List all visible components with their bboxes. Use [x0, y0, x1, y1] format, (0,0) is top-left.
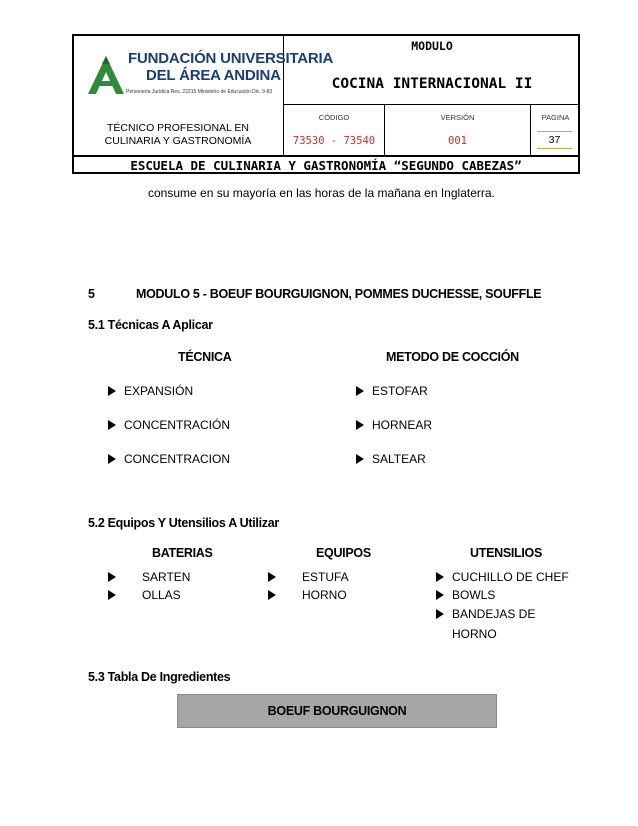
- school-name: ESCUELA DE CULINARIA Y GASTRONOMÍA “SEGUNDO CABEZAS”: [130, 158, 522, 173]
- subsection-5-1-title: 5.1 Técnicas A Aplicar: [88, 318, 213, 332]
- column-header-tecnica: TÉCNICA: [178, 350, 232, 364]
- codigo-label: CÓDIGO: [318, 113, 350, 122]
- column-header-baterias: BATERIAS: [152, 546, 213, 560]
- arrow-bullet-icon: [108, 420, 116, 430]
- ingredients-table-title: BOEUF BOURGUIGNON: [267, 704, 407, 718]
- arrow-bullet-icon: [268, 572, 276, 582]
- codigo-value: 73530 - 73540: [292, 135, 376, 147]
- arrow-bullet-icon: [436, 590, 444, 600]
- arrow-bullet-icon: [356, 454, 364, 464]
- column-header-equipos: EQUIPOS: [316, 546, 371, 560]
- arrow-bullet-icon: [356, 386, 364, 396]
- arrow-bullet-icon: [108, 454, 116, 464]
- arrow-bullet-icon: [108, 590, 116, 600]
- subsection-5-2-title: 5.2 Equipos Y Utensilios A Utilizar: [88, 516, 279, 530]
- institution-logo: [84, 48, 334, 110]
- logo-emblem-icon: [84, 52, 128, 96]
- course-title: COCINA INTERNACIONAL II: [331, 76, 533, 92]
- arrow-bullet-icon: [268, 590, 276, 600]
- logo-text-line2: DEL ÁREA ANDINA: [146, 67, 281, 84]
- list-item: HORNEAR: [356, 418, 432, 432]
- version-value: 001: [448, 135, 467, 147]
- list-item-continuation: HORNO: [452, 627, 497, 641]
- header-divider: [283, 104, 580, 105]
- header-divider: [72, 155, 580, 157]
- list-item: CUCHILLO DE CHEF: [436, 570, 569, 584]
- list-item: CONCENTRACION: [108, 452, 230, 466]
- list-item: ESTUFA: [268, 570, 349, 584]
- list-item: BOWLS: [436, 588, 495, 602]
- list-item: SARTEN: [108, 570, 190, 584]
- header-divider: [384, 104, 385, 156]
- program-name: TÉCNICO PROFESIONAL EN CULINARIA Y GASTRONOMÍA: [104, 122, 252, 147]
- version-label: VERSIÓN: [440, 113, 475, 122]
- intro-paragraph: consume en su mayoría en las horas de la mañana en Inglaterra.: [148, 186, 495, 200]
- subsection-5-3-title: 5.3 Tabla De Ingredientes: [88, 670, 231, 684]
- column-header-metodo: METODO DE COCCIÓN: [386, 350, 519, 364]
- ingredients-table-header: [177, 694, 497, 728]
- modulo-label: MODULO: [411, 39, 453, 53]
- arrow-bullet-icon: [108, 386, 116, 396]
- list-item: SALTEAR: [356, 452, 426, 466]
- list-item: EXPANSIÓN: [108, 384, 193, 398]
- list-item: CONCENTRACIÓN: [108, 418, 230, 432]
- arrow-bullet-icon: [108, 572, 116, 582]
- list-item: ESTOFAR: [356, 384, 428, 398]
- list-item: OLLAS: [108, 588, 181, 602]
- header-divider: [530, 104, 531, 156]
- logo-text-line1: FUNDACIÓN UNIVERSITARIA: [128, 50, 334, 67]
- section-title: MODULO 5 - BOEUF BOURGUIGNON, POMMES DUCHESSE, SOUFFLE: [136, 287, 542, 301]
- pagina-value: 37: [537, 131, 572, 149]
- arrow-bullet-icon: [436, 572, 444, 582]
- section-number: 5: [88, 287, 95, 301]
- column-header-utensilios: UTENSILIOS: [470, 546, 543, 560]
- pagina-label: PAGINA: [541, 113, 570, 122]
- logo-text-line3: Personería Jurídica Res. 22215 Ministerio de Educación Dic. 9-83: [126, 89, 273, 95]
- list-item: BANDEJAS DE: [436, 607, 535, 621]
- arrow-bullet-icon: [356, 420, 364, 430]
- arrow-bullet-icon: [436, 609, 444, 619]
- list-item: HORNO: [268, 588, 347, 602]
